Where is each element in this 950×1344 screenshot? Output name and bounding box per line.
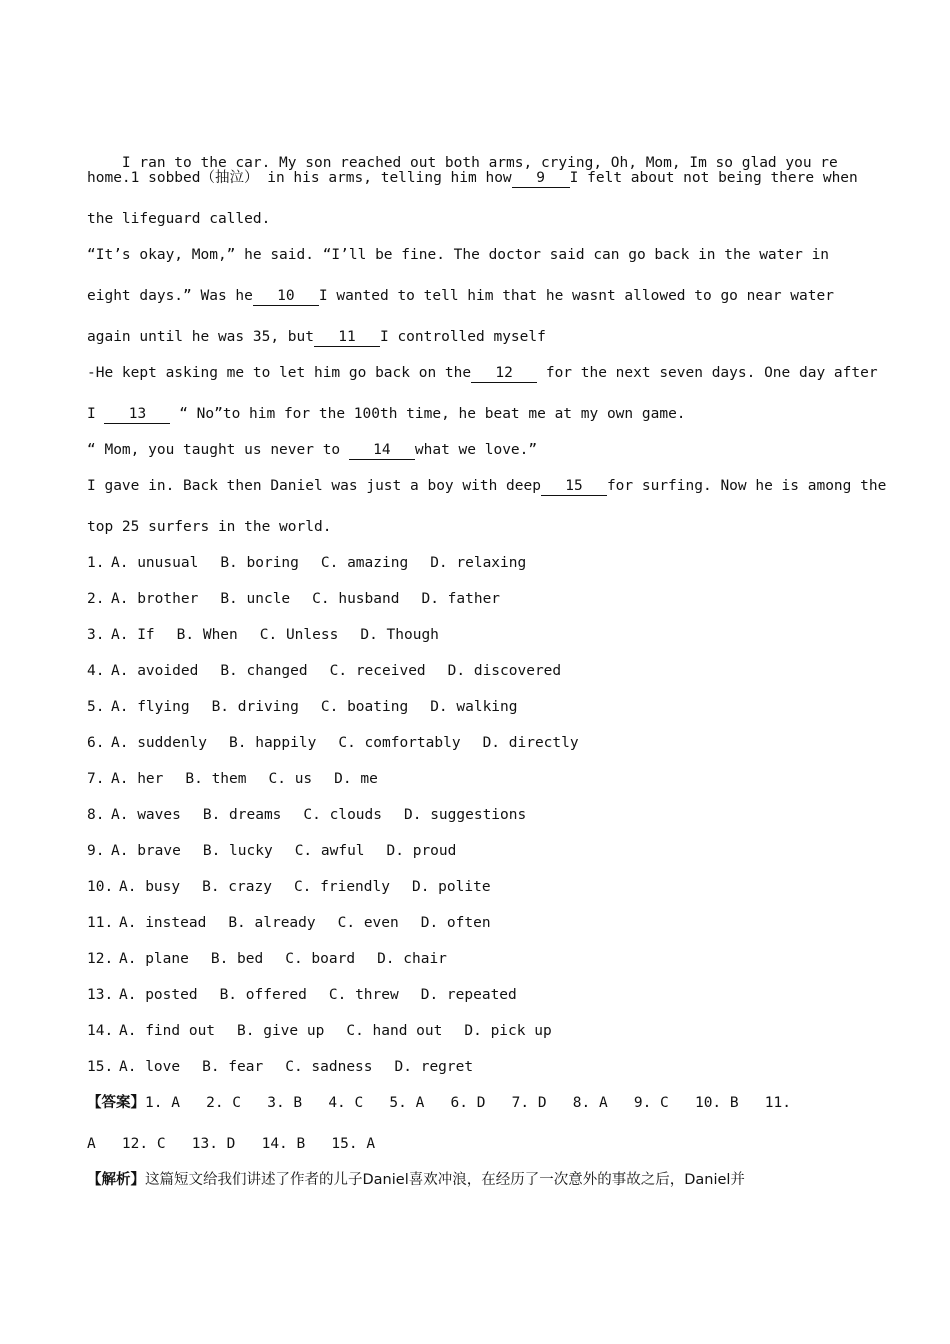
question-item xyxy=(87,730,862,766)
passage-line-2: home.1 sobbed（抽泣） in his arms, telling him how 9 I felt about not being there when xyxy=(87,170,858,186)
question-option: B. changed xyxy=(220,663,308,679)
question-option: A. unusual xyxy=(111,555,199,571)
passage-line-5: eight days.” Was he 10 I wanted to tell him that he wasnt allowed to go near water xyxy=(87,288,834,304)
question-option: B. driving xyxy=(211,699,299,715)
question-option: D. directly xyxy=(482,735,579,751)
question-option: A. avoided xyxy=(111,663,199,679)
question-option: C. awful xyxy=(294,843,365,859)
question-item xyxy=(87,622,862,658)
question-option: C. amazing xyxy=(320,555,409,571)
question-number: 11. xyxy=(87,915,114,931)
question-option: C. clouds xyxy=(303,807,382,823)
question-item xyxy=(87,658,862,694)
question-option: C. comfortably xyxy=(338,735,461,751)
question-option: C. boating xyxy=(320,699,409,715)
question-option: A. her xyxy=(111,771,164,787)
passage-line-7: -He kept asking me to let him go back on the 12 for the next seven days. One day after xyxy=(87,365,878,381)
question-item xyxy=(87,550,862,586)
passage-line-9: “ Mom, you taught us never to 14 what we love.” xyxy=(87,442,538,458)
question-number: 7. xyxy=(87,771,105,787)
question-option: C. even xyxy=(337,915,399,931)
question-option: D. proud xyxy=(386,843,457,859)
answer-line-2: A 12. C 13. D 14. B 15. A xyxy=(87,1136,376,1152)
question-option: D. regret xyxy=(394,1059,474,1075)
question-number: 5. xyxy=(87,699,105,715)
question-item xyxy=(87,694,862,730)
question-option: B. crazy xyxy=(202,879,272,895)
question-option: D. chair xyxy=(377,951,447,967)
question-option: C. board xyxy=(285,951,356,967)
question-item xyxy=(87,982,862,1018)
passage-line-4: “It’s okay, Mom,” he said. “I’ll be fine. The doctor said can go back in the water in xyxy=(87,247,830,263)
question-option: D. Though xyxy=(360,627,439,643)
blank-14: 14 xyxy=(349,441,415,460)
question-number: 6. xyxy=(87,735,105,751)
passage-line-3: the lifeguard called. xyxy=(87,211,271,227)
question-option: B. offered xyxy=(219,987,307,1003)
question-number: 2. xyxy=(87,591,105,607)
question-option: C. us xyxy=(268,771,313,787)
document-page xyxy=(87,124,887,1203)
question-option: D. polite xyxy=(411,879,491,895)
question-option: A. instead xyxy=(119,915,207,931)
question-option: D. repeated xyxy=(420,987,517,1003)
blank-11: 11 xyxy=(314,328,380,347)
blank-9: 9 xyxy=(512,169,570,188)
question-option: A. love xyxy=(119,1059,181,1075)
question-number: 10. xyxy=(87,879,114,895)
question-item xyxy=(87,586,862,622)
question-item xyxy=(87,838,862,874)
passage-line-1: I ran to the car. My son reached out both arms, crying, Oh, Mom, Im so glad you re xyxy=(121,155,838,171)
blank-10: 10 xyxy=(253,287,319,306)
question-option: C. hand out xyxy=(346,1023,443,1039)
question-item xyxy=(87,874,862,910)
question-number: 13. xyxy=(87,987,114,1003)
question-option: B. boring xyxy=(220,555,299,571)
question-option: D. me xyxy=(334,771,378,787)
question-option: D. often xyxy=(420,915,491,931)
question-option: B. them xyxy=(185,771,247,787)
question-option: A. brave xyxy=(111,843,181,859)
question-option: B. fear xyxy=(202,1059,264,1075)
question-item xyxy=(87,910,862,946)
question-option: A. find out xyxy=(119,1023,216,1039)
question-option: A. flying xyxy=(111,699,190,715)
question-number: 12. xyxy=(87,951,114,967)
question-option: A. brother xyxy=(111,591,199,607)
passage-line-11: top 25 surfers in the world. xyxy=(87,519,332,535)
question-option: A. waves xyxy=(111,807,181,823)
question-option: B. give up xyxy=(237,1023,325,1039)
question-option: A. busy xyxy=(119,879,181,895)
question-option: C. Unless xyxy=(259,627,339,643)
question-item xyxy=(87,1054,862,1090)
question-option: D. relaxing xyxy=(430,555,527,571)
question-item xyxy=(87,802,862,838)
question-option: D. discovered xyxy=(447,663,562,679)
question-option: B. bed xyxy=(210,951,264,967)
blank-13: 13 xyxy=(104,405,170,424)
analysis-line: 【解析】这篇短文给我们讲述了作者的儿子Daniel喜欢冲浪，在经历了一次意外的事故之后，Daniel并 xyxy=(87,1172,745,1188)
question-option: B. uncle xyxy=(220,591,291,607)
answer-line-1: 【答案】1. A 2. C 3. B 4. C 5. A 6. D 7. D 8. A 9. C 10. B 11. xyxy=(87,1095,792,1111)
passage-line-6: again until he was 35, but 11 I controlled myself xyxy=(87,329,546,345)
question-option: D. pick up xyxy=(464,1023,552,1039)
question-option: C. friendly xyxy=(293,879,390,895)
question-option: D. father xyxy=(421,591,501,607)
question-option: C. husband xyxy=(312,591,400,607)
question-number: 8. xyxy=(87,807,105,823)
question-option: B. lucky xyxy=(202,843,273,859)
question-option: B. already xyxy=(228,915,316,931)
question-item xyxy=(87,946,862,982)
question-option: B. When xyxy=(176,627,238,643)
blank-12: 12 xyxy=(471,364,537,383)
question-number: 9. xyxy=(87,843,105,859)
question-number: 14. xyxy=(87,1023,114,1039)
question-option: D. walking xyxy=(430,699,518,715)
question-number: 4. xyxy=(87,663,105,679)
question-option: B. dreams xyxy=(202,807,282,823)
question-item xyxy=(87,766,862,802)
question-option: B. happily xyxy=(229,735,317,751)
answer-label: 【答案】 xyxy=(87,1095,145,1111)
question-option: C. threw xyxy=(328,987,399,1003)
passage-line-8: I 13 “ No”to him for the 100th time, he beat me at my own game. xyxy=(87,406,686,422)
blank-15: 15 xyxy=(541,477,607,496)
question-item xyxy=(87,1018,862,1054)
analysis-label: 【解析】 xyxy=(87,1172,145,1188)
question-option: A. suddenly xyxy=(111,735,208,751)
question-number: 3. xyxy=(87,627,105,643)
question-number: 15. xyxy=(87,1059,114,1075)
question-number: 1. xyxy=(87,555,105,571)
question-option: D. suggestions xyxy=(404,807,527,823)
question-option: A. plane xyxy=(119,951,189,967)
question-option: C. sadness xyxy=(285,1059,373,1075)
question-option: A. posted xyxy=(119,987,198,1003)
question-list xyxy=(87,550,862,1090)
question-option: C. received xyxy=(329,663,426,679)
passage-line-10: I gave in. Back then Daniel was just a boy with deep 15 for surfing. Now he is among the xyxy=(87,478,887,494)
question-option: A. If xyxy=(111,627,155,643)
